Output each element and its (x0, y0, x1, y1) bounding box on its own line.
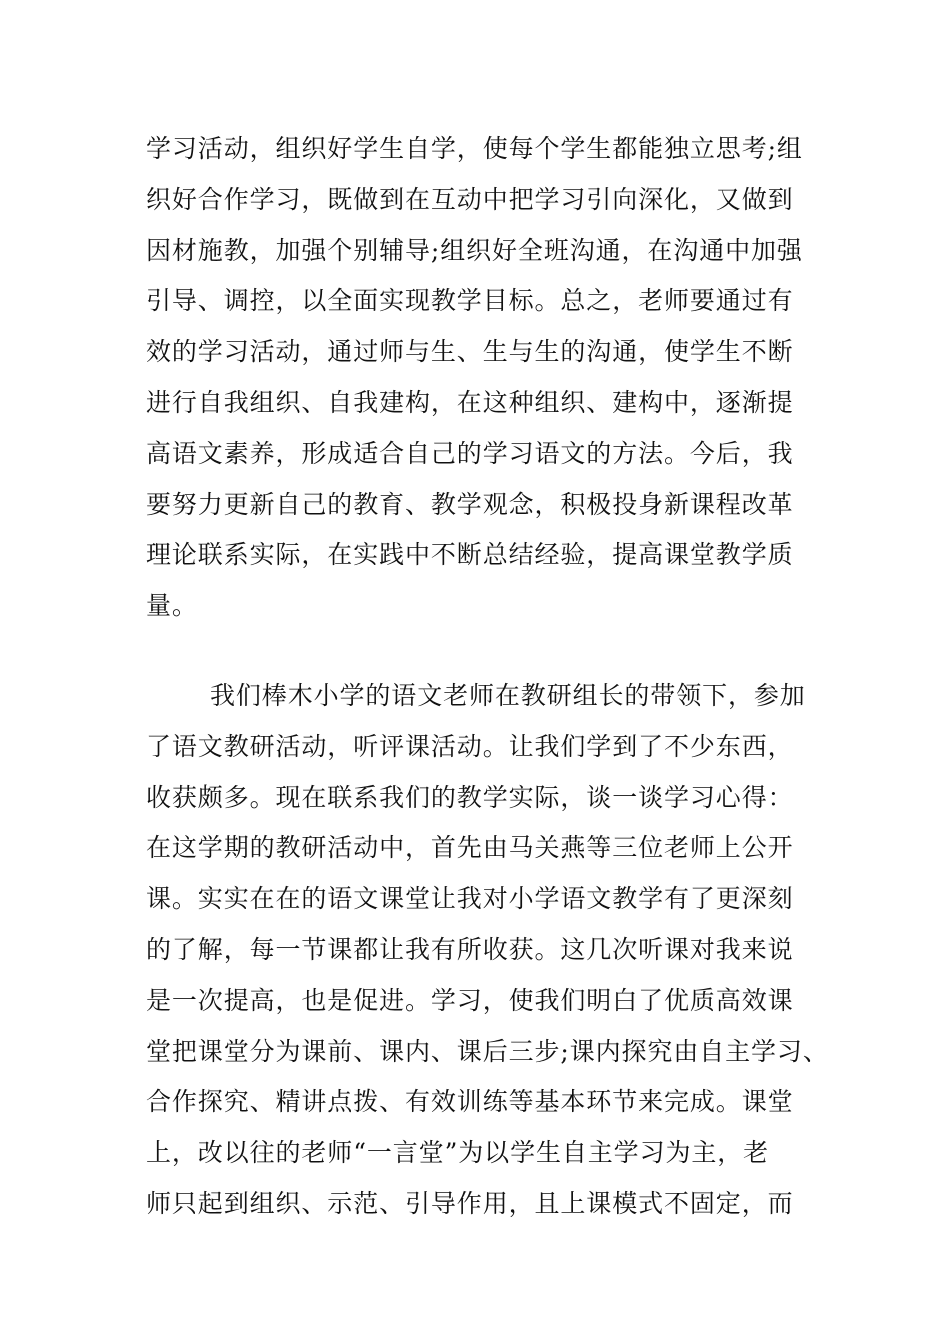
text-line: 的了解，每一节课都让我有所收获。这几次听课对我来说 (146, 934, 794, 964)
text-line: 引导、调控，以全面实现教学目标。总之，老师要通过有 (146, 286, 794, 316)
text-line: 要努力更新自己的教育、教学观念，积极投身新课程改革 (146, 489, 794, 519)
text-line: 课。实实在在的语文课堂让我对小学语文教学有了更深刻 (146, 884, 794, 914)
text-line: 进行自我组织、自我建构，在这种组织、建构中，逐渐提 (146, 387, 794, 417)
text-line: 因材施教，加强个别辅导;组织好全班沟通，在沟通中加强 (146, 235, 803, 265)
text-line: 师只起到组织、示范、引导作用，且上课模式不固定，而 (146, 1188, 794, 1218)
text-line: 是一次提高，也是促进。学习，使我们明白了优质高效课 (146, 985, 794, 1015)
text-line: 上，改以往的老师“一言堂”为以学生自主学习为主，老 (146, 1138, 770, 1168)
text-line: 收获颇多。现在联系我们的教学实际，谈一谈学习心得： (146, 782, 794, 812)
text-line: 量。 (146, 591, 198, 621)
text-line: 我们棒木小学的语文老师在教研组长的带领下，参加 (210, 681, 806, 710)
text-line: 织好合作学习，既做到在互动中把学习引向深化，又做到 (146, 184, 794, 214)
text-line: 理论联系实际，在实践中不断总结经验，提高课堂教学质 (146, 540, 794, 570)
text-line: 学习活动，组织好学生自学，使每个学生都能独立思考;组 (146, 134, 803, 163)
text-line: 合作探究、精讲点拨、有效训练等基本环节来完成。课堂 (146, 1087, 794, 1117)
text-line: 在这学期的教研活动中，首先由马关燕等三位老师上公开 (146, 833, 794, 863)
text-line: 了语文教研活动，听评课活动。让我们学到了不少东西， (146, 731, 794, 761)
text-line: 堂把课堂分为课前、课内、课后三步;课内探究由自主学习、 (146, 1036, 829, 1066)
text-line: 效的学习活动，通过师与生、生与生的沟通，使学生不断 (146, 337, 794, 367)
paragraph-study-notes (146, 671, 829, 1230)
text-line: 高语文素养，形成适合自己的学习语文的方法。今后，我 (146, 438, 794, 468)
paragraph-continuation (146, 124, 826, 632)
